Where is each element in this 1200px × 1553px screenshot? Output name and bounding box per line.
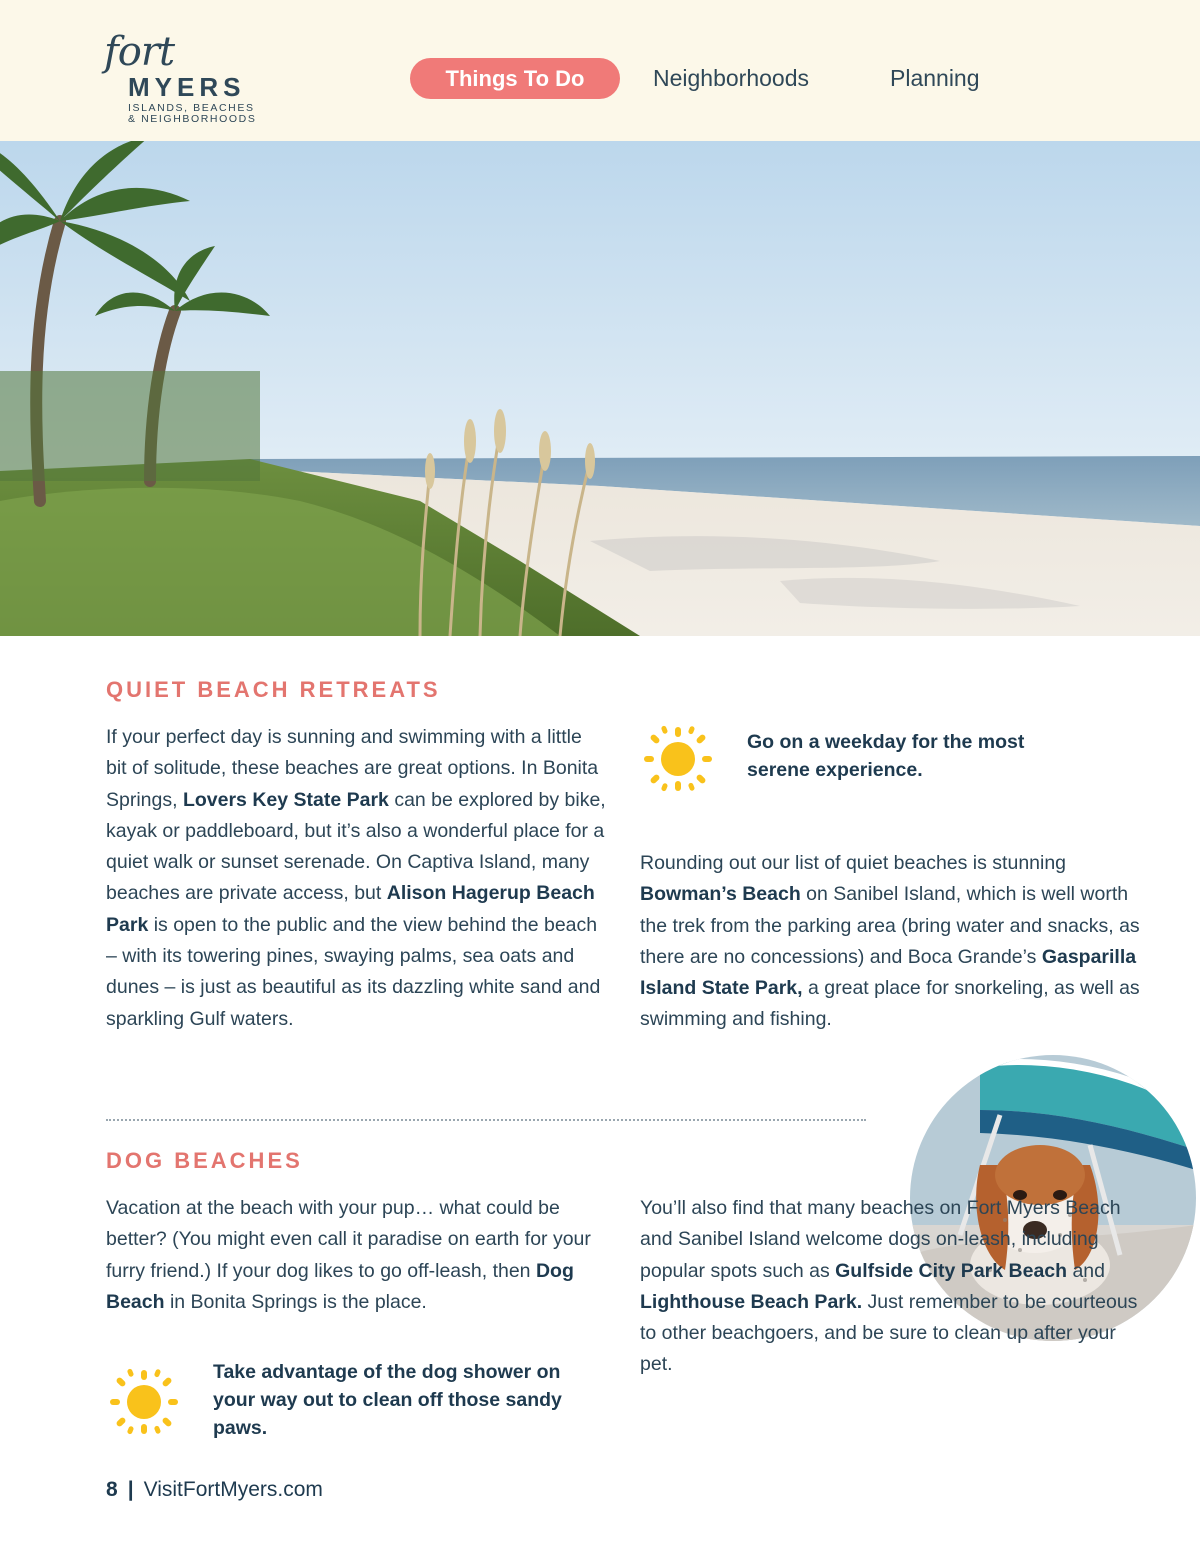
section-title-quiet-beach: QUIET BEACH RETREATS bbox=[106, 677, 441, 702]
gasparilla-park-link-text: Gasparilla Island State Park, bbox=[640, 945, 1137, 1000]
bowmans-beach-link-text: Bowman’s Beach bbox=[640, 883, 801, 906]
nav-planning[interactable]: Planning bbox=[890, 65, 980, 91]
tip-weekday: Go on a weekday for the most serene experience. bbox=[747, 731, 1025, 781]
sun-icon bbox=[642, 721, 714, 793]
page-number: 8 bbox=[106, 1478, 118, 1501]
dog-beach-paragraph-2 bbox=[640, 1193, 1140, 1381]
text-run: a great place for snorkeling, as well as swimming and fishing. bbox=[640, 977, 1140, 1031]
text-run: and bbox=[1067, 1259, 1105, 1282]
text-run: in Bonita Springs is the place. bbox=[164, 1290, 427, 1313]
text-run: Rounding out our list of quiet beaches is stunning bbox=[640, 852, 1067, 874]
fort-myers-logo[interactable] bbox=[104, 30, 284, 126]
text-run: is open to the public and the view behind the beach – with its towering pines, swaying palms, sea oats and dunes – is just as beautiful as its dazzling white sand and sparkling Gulf waters. bbox=[106, 913, 601, 1030]
logo-script-text: fort bbox=[104, 29, 175, 75]
hero-beach-photo bbox=[0, 141, 1200, 636]
text-run: If your perfect day is sunning and swimming with a little bit of solitude, these beaches are great options. In Bonita Springs, bbox=[106, 726, 599, 811]
page-footer bbox=[106, 1478, 323, 1502]
site-header bbox=[0, 0, 1200, 141]
footer-separator: | bbox=[127, 1478, 134, 1501]
text-run: Just remember to be courteous to other beachgoers, and be sure to clean up after your pet. bbox=[640, 1290, 1138, 1376]
logo-tagline-1: ISLANDS, BEACHES bbox=[128, 102, 255, 114]
alison-hagerup-link-text: Alison Hagerup Beach Park bbox=[106, 882, 595, 936]
beach-illustration bbox=[0, 141, 1200, 636]
lighthouse-beach-link-text: Lighthouse Beach Park. bbox=[640, 1290, 863, 1313]
text-run: You’ll also find that many beaches on Fort Myers Beach and Sanibel Island welcome dogs on-leash, including popular spots such as bbox=[640, 1197, 1121, 1282]
nav-neighborhoods[interactable]: Neighborhoods bbox=[653, 65, 810, 91]
gulfside-park-link-text: Gulfside City Park Beach bbox=[835, 1259, 1068, 1282]
text-run: on Sanibel Island, which is well worth the trek from the parking area (bring water and snacks, as there are no concessions) and Boca Grande’s bbox=[640, 883, 1140, 968]
quiet-beach-paragraph-1 bbox=[106, 722, 606, 1035]
site-link[interactable]: VisitFortMyers.com bbox=[143, 1478, 323, 1501]
tip-dog-shower: Take advantage of the dog shower on your way out to clean off those sandy paws. bbox=[213, 1361, 562, 1439]
text-run: Vacation at the beach with your pup… what could be better? (You might even call it paradise on earth for your furry friend.) If your dog likes to go off-leash, then bbox=[106, 1197, 591, 1282]
text-run: can be explored by bike, kayak or paddleboard, but it’s also a wonderful place for a quiet walk or sunset serenade. On Captiva Island, many beaches are private access, but bbox=[106, 788, 606, 905]
nav-things-to-do[interactable]: Things To Do bbox=[410, 58, 620, 99]
sun-icon bbox=[108, 1364, 180, 1436]
logo-name-text: MYERS bbox=[128, 72, 246, 102]
logo-tagline-2: & NEIGHBORHOODS bbox=[128, 113, 257, 125]
lovers-key-link-text: Lovers Key State Park bbox=[182, 788, 389, 811]
quiet-beach-paragraph-2 bbox=[640, 848, 1140, 1036]
dog-beach-link-text: Dog Beach bbox=[106, 1259, 574, 1313]
dog-beach-paragraph-1 bbox=[106, 1193, 606, 1318]
section-title-dog-beaches: DOG BEACHES bbox=[106, 1148, 303, 1173]
section-divider bbox=[106, 1119, 866, 1121]
